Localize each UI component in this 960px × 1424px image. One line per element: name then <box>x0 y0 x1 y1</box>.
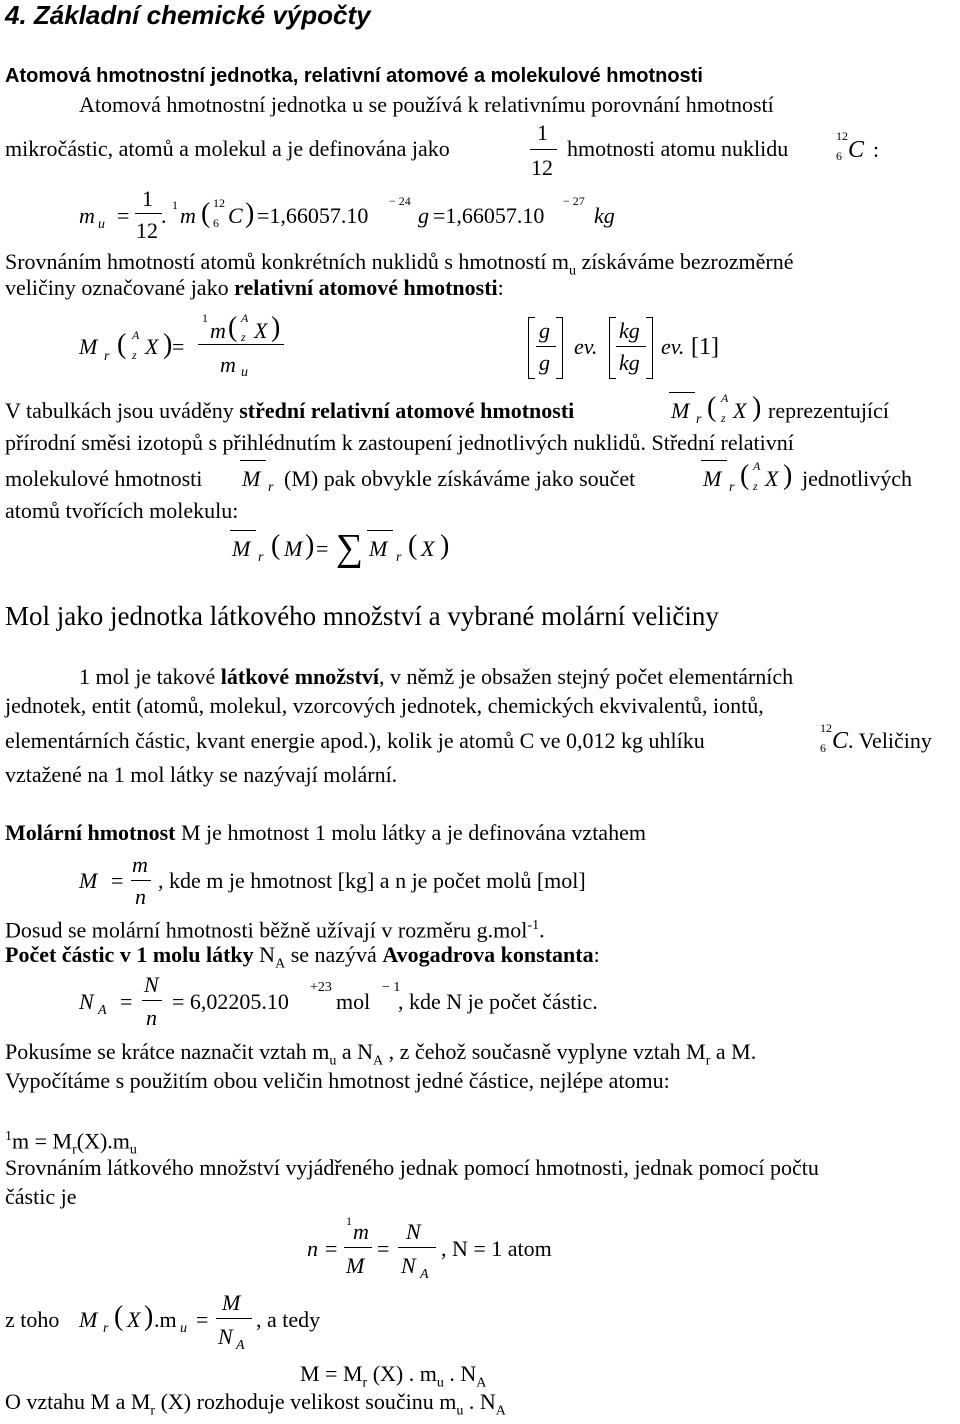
text: , z čehož současně vyplyne vztah M <box>383 1039 706 1064</box>
eq2-X: X <box>145 334 159 359</box>
eq5-fraction-bar <box>142 1000 162 1001</box>
section-heading-mol: Mol jako jednotka látkového množství a vybrané molární veličiny <box>5 601 719 631</box>
eq7-paren-close: ) <box>144 1301 154 1332</box>
fraction-denominator: 12 <box>531 155 553 180</box>
eq1-exp2: − 27 <box>563 194 585 208</box>
eq5-equals: = <box>120 989 133 1014</box>
nuclide-mass-number: 12 <box>820 721 832 735</box>
text: V tabulkách jsou uváděny <box>5 398 240 423</box>
l7-X: X <box>765 466 779 491</box>
eq1-mu: m <box>79 203 95 228</box>
text: , v němž je obsažen stejný počet elementárních <box>379 664 794 689</box>
paragraph-line: Vypočítáme s použitím obou veličin hmotnost jedné částice, nejlépe atomu: <box>5 1068 670 1093</box>
eq6-n: n <box>307 1236 318 1261</box>
bracket-right <box>562 317 563 379</box>
l7-A: A <box>753 459 761 473</box>
text: získáváme bezrozměrné <box>576 249 794 274</box>
eq3-paren-close: ) <box>440 530 450 561</box>
paragraph-line <box>5 398 574 424</box>
emphasis: relativní atomové hmotnosti <box>234 275 498 300</box>
l5-Z: z <box>721 411 726 425</box>
nuclide-atomic-number: 6 <box>820 741 826 755</box>
l7-r: r <box>268 480 274 495</box>
l7-M: M <box>242 466 261 491</box>
unit-kg-top: kg <box>619 318 640 343</box>
paragraph-line: , kde N je počet částic. <box>398 989 598 1014</box>
l7-Z: z <box>753 479 758 493</box>
nuclide-symbol: C <box>848 137 865 163</box>
eq3-r2: r <box>396 550 402 565</box>
paragraph-line: (M) pak obvykle získáváme jako součet <box>284 466 636 491</box>
eq3-M: M <box>232 536 251 561</box>
eq1-paren-close: ) <box>245 198 255 229</box>
paragraph-line <box>5 275 504 301</box>
l5-A: A <box>721 391 729 405</box>
eq5-num: N <box>144 972 159 997</box>
eq7-den-sub: A <box>236 1338 245 1353</box>
subscript: u <box>129 1142 137 1158</box>
unit-g-top: g <box>539 318 550 343</box>
eq1-m: m <box>180 203 196 228</box>
eq6-num2: N <box>406 1219 421 1244</box>
subscript: u <box>329 1053 337 1069</box>
eq6-den2-sub: A <box>420 1267 429 1282</box>
eq2-paren-close: ) <box>163 329 173 360</box>
subscript: A <box>495 1403 506 1419</box>
eq3-r: r <box>258 550 264 565</box>
text: : <box>593 942 600 967</box>
text: Dosud se molární hmotnosti běžně užívají v rozměru g.mol <box>5 917 528 943</box>
nuclide-atomic-number: 6 <box>836 149 842 163</box>
eq6-den1: M <box>346 1253 365 1278</box>
subscript: u <box>436 1375 444 1391</box>
l5-X: X <box>733 398 747 423</box>
l5-paren-open: ( <box>707 392 717 423</box>
eq2-den-mu-sub: u <box>241 365 248 380</box>
paragraph-line: z toho <box>5 1307 60 1332</box>
subscript: A <box>373 1053 384 1069</box>
unit-bar <box>536 346 556 347</box>
unit-kg-bottom: kg <box>619 350 640 375</box>
paragraph-line <box>5 1389 506 1424</box>
eq2-num-paren-close: ) <box>271 312 281 343</box>
paragraph-line: mikročástic, atomů a molekul a je definována jako <box>5 136 450 161</box>
eq3-paren-open: ( <box>408 530 418 561</box>
text: O vztahu M a M <box>5 1389 151 1414</box>
eq1-equals: = <box>117 203 130 228</box>
eq1-m-sup: 1 <box>172 198 178 212</box>
overline <box>230 530 256 531</box>
paragraph-line: jednotlivých <box>802 466 912 491</box>
overline <box>367 530 393 531</box>
nuclide-mass-number: 12 <box>836 129 848 143</box>
eq3-argM: M <box>284 536 303 561</box>
eq7-den: N <box>218 1324 233 1349</box>
l7-M2: M <box>703 466 722 491</box>
eq7-X: X <box>127 1307 141 1332</box>
bracket-top <box>646 317 653 318</box>
eq2-num-A: A <box>241 311 249 325</box>
eq5-uexp: − 1 <box>382 980 401 995</box>
eq1-val1: =1,66057.10 <box>257 203 369 228</box>
emphasis: Počet částic v 1 molu látky <box>5 942 254 967</box>
subscript: A <box>476 1375 487 1391</box>
bracket-top <box>528 317 535 318</box>
text: m = M <box>12 1128 73 1154</box>
page-title: 4. Základní chemické výpočty <box>5 0 371 30</box>
eq7-paren-open: ( <box>114 1301 124 1332</box>
l5-r: r <box>696 412 702 427</box>
bracket-top <box>556 317 563 318</box>
emphasis: Avogadrova konstanta <box>382 942 594 967</box>
text: 1 mol je takové <box>79 664 221 689</box>
eq1-paren-open: ( <box>201 198 211 229</box>
eq7-dotm: .m <box>154 1307 177 1332</box>
eq4-den: n <box>135 884 146 909</box>
nuclide-symbol: C <box>832 728 849 754</box>
bracket-bottom <box>528 378 535 379</box>
paragraph-line: jednotek, entit (atomů, molekul, vzorcových jednotek, chemických ekvivalentů, iontů, <box>5 693 764 718</box>
text: a M. <box>710 1039 757 1064</box>
eq-ref-number: 1 <box>699 334 711 360</box>
eq7-num: M <box>222 1290 241 1315</box>
text: : <box>497 275 504 300</box>
colon: : <box>873 137 880 162</box>
fraction-bar <box>530 149 557 150</box>
eq-ref-bracket: [1] <box>691 334 719 360</box>
eq4-M: M <box>79 868 98 893</box>
eq1-fraction-bar <box>135 213 162 214</box>
subscript: r <box>150 1403 156 1419</box>
eq1-den: 12 <box>136 218 158 243</box>
paragraph-line: . Veličiny <box>848 728 932 753</box>
eq4-num: m <box>132 852 148 877</box>
eq6-equals: = <box>325 1236 338 1261</box>
paragraph-line <box>5 913 545 943</box>
eq5-sub: A <box>98 1003 107 1018</box>
eq6-den2: N <box>401 1253 416 1278</box>
l7-paren-open: ( <box>740 460 750 491</box>
l7-paren-close: ) <box>783 460 793 491</box>
fraction-numerator: 1 <box>537 120 548 145</box>
eq2-paren-open: ( <box>117 329 127 360</box>
eq3-argX: X <box>421 536 435 561</box>
sum-icon: ∑ <box>336 527 364 569</box>
emphasis: Molární hmotnost <box>5 820 176 845</box>
paragraph-line: , a tedy <box>256 1307 321 1332</box>
eq2-num-Z: z <box>241 330 246 344</box>
eq1-kg: kg <box>594 203 615 228</box>
text: . N <box>463 1389 496 1414</box>
eq3-equals: = <box>316 536 329 561</box>
eq2-den-mu: m <box>220 352 236 377</box>
eq6-fraction-bar <box>344 1247 372 1248</box>
overline <box>240 460 266 461</box>
eq7-M: M <box>79 1307 98 1332</box>
eq3-M2: M <box>369 536 388 561</box>
paragraph-line: reprezentující <box>768 398 889 423</box>
superscript: -1 <box>527 918 540 933</box>
paragraph-line: vztažené na 1 mol látky se nazývají molární. <box>5 762 398 787</box>
eq1-num: 1 <box>142 186 153 211</box>
paragraph-line: částic je <box>5 1184 77 1209</box>
eq1-C: C <box>228 203 243 228</box>
eq6-num-sup: 1 <box>346 1214 352 1228</box>
emphasis: střední relativní atomové hmotnosti <box>239 398 575 423</box>
text: N <box>253 942 276 967</box>
paragraph-line: molekulové hmotnosti <box>5 466 203 491</box>
paragraph-line <box>5 942 600 977</box>
subscript: u <box>456 1403 464 1419</box>
l5-M: M <box>671 398 690 423</box>
eq2-num-sup: 1 <box>202 311 208 325</box>
text: (X).m <box>76 1128 130 1154</box>
paragraph-line: přírodní směsi izotopů s přihlédnutím k zastoupení jednotlivých nuklidů. Střední relativní <box>5 430 794 455</box>
l7-r2: r <box>729 480 735 495</box>
eq6-num1: m <box>353 1219 369 1244</box>
paragraph-line: , kde m je hmotnost [kg] a n je počet molů [mol] <box>158 868 586 893</box>
subscript: r <box>362 1375 368 1391</box>
eq2-ev1: ev. <box>574 334 598 359</box>
eq1-exp1: − 24 <box>389 194 411 208</box>
paragraph-line <box>79 664 793 690</box>
eq7-equals: = <box>196 1307 209 1332</box>
eq1-mu-sub: u <box>98 217 105 232</box>
eq2-ev2: ev. <box>661 334 685 359</box>
text: (X) . m <box>367 1361 437 1386</box>
text: M je hmotnost 1 molu látky a je definována vztahem <box>175 820 646 845</box>
eq5-den: n <box>146 1005 157 1030</box>
eq2-num-m: m <box>210 318 226 343</box>
eq2-Z: z <box>132 348 137 362</box>
eq2-M: M <box>79 334 98 359</box>
unit-bar <box>616 346 646 347</box>
eq7-u: u <box>180 1321 187 1336</box>
eq3-paren-close: ) <box>305 530 315 561</box>
unit-g-bottom: g <box>539 350 550 375</box>
text: . N <box>443 1361 477 1386</box>
section-heading-amu: Atomová hmotnostní jednotka, relativní atomové a molekulové hmotnosti <box>5 65 703 87</box>
subscript: u <box>569 263 577 279</box>
eq1-g: g <box>418 203 429 228</box>
eq5-exp: +23 <box>310 980 332 995</box>
eq2-equals: = <box>172 334 185 359</box>
eq6-equals2: = <box>377 1236 390 1261</box>
bracket-left <box>609 317 610 379</box>
eq7-r: r <box>103 1321 109 1336</box>
eq1-val2: =1,66057.10 <box>433 203 545 228</box>
text: M = M <box>300 1361 363 1386</box>
text: a N <box>336 1039 374 1064</box>
eq1-Z: 6 <box>213 216 219 230</box>
eq5-N: N <box>79 989 94 1014</box>
eq4-equals: = <box>111 868 124 893</box>
eq5-unit: mol <box>336 989 371 1014</box>
overline <box>701 460 727 461</box>
eq4-fraction-bar <box>131 880 151 881</box>
paragraph-line: atomů tvořících molekulu: <box>5 498 239 523</box>
bracket-bottom <box>556 378 563 379</box>
text: se nazývá <box>285 942 383 967</box>
text: veličiny označované jako <box>5 275 235 300</box>
paragraph-line: Srovnáním látkového množství vyjádřeného jednak pomocí hmotnosti, jednak pomocí počtu <box>5 1155 819 1180</box>
paragraph-line: , N = 1 atom <box>441 1236 552 1261</box>
eq2-A: A <box>132 328 140 342</box>
eq2-num-paren-open: ( <box>228 312 238 343</box>
bracket-top <box>609 317 616 318</box>
bracket-bottom <box>609 378 616 379</box>
paragraph-line <box>5 820 646 846</box>
subscript: A <box>275 956 286 972</box>
bracket-right <box>652 317 653 379</box>
subscript: r <box>705 1053 711 1069</box>
overline <box>669 392 695 393</box>
text: Pokusíme se krátce naznačit vztah m <box>5 1039 330 1064</box>
text: Srovnáním hmotností atomů konkrétních nuklidů s hmotností m <box>5 249 570 274</box>
emphasis: látkové množství <box>220 664 380 689</box>
bracket-left <box>528 317 529 379</box>
subscript: r <box>72 1142 77 1158</box>
text: . <box>539 917 545 943</box>
l5-paren-close: ) <box>752 392 762 423</box>
eq2-num-X: X <box>254 318 268 343</box>
bracket-bottom <box>646 378 653 379</box>
eq5-val: = 6,02205.10 <box>172 989 289 1014</box>
eq2-fraction-bar <box>198 344 284 345</box>
eq2-r: r <box>104 349 110 364</box>
paragraph-line: hmotnosti atomu nuklidu <box>567 136 789 161</box>
paragraph-line: Atomová hmotnostní jednotka u se používá k relativnímu porovnání hmotností <box>79 92 774 117</box>
superscript: 1 <box>5 1129 12 1144</box>
eq1-A: 12 <box>213 196 225 210</box>
eq7-fraction-bar <box>216 1318 252 1319</box>
eq3-paren-open: ( <box>271 530 281 561</box>
eq1-dot: . <box>161 203 167 228</box>
text: (X) rozhoduje velikost součinu m <box>155 1389 457 1414</box>
eq6-fraction-bar <box>398 1247 436 1248</box>
paragraph-line: elementárních částic, kvant energie apod.), kolik je atomů C ve 0,012 kg uhlíku <box>5 728 705 753</box>
